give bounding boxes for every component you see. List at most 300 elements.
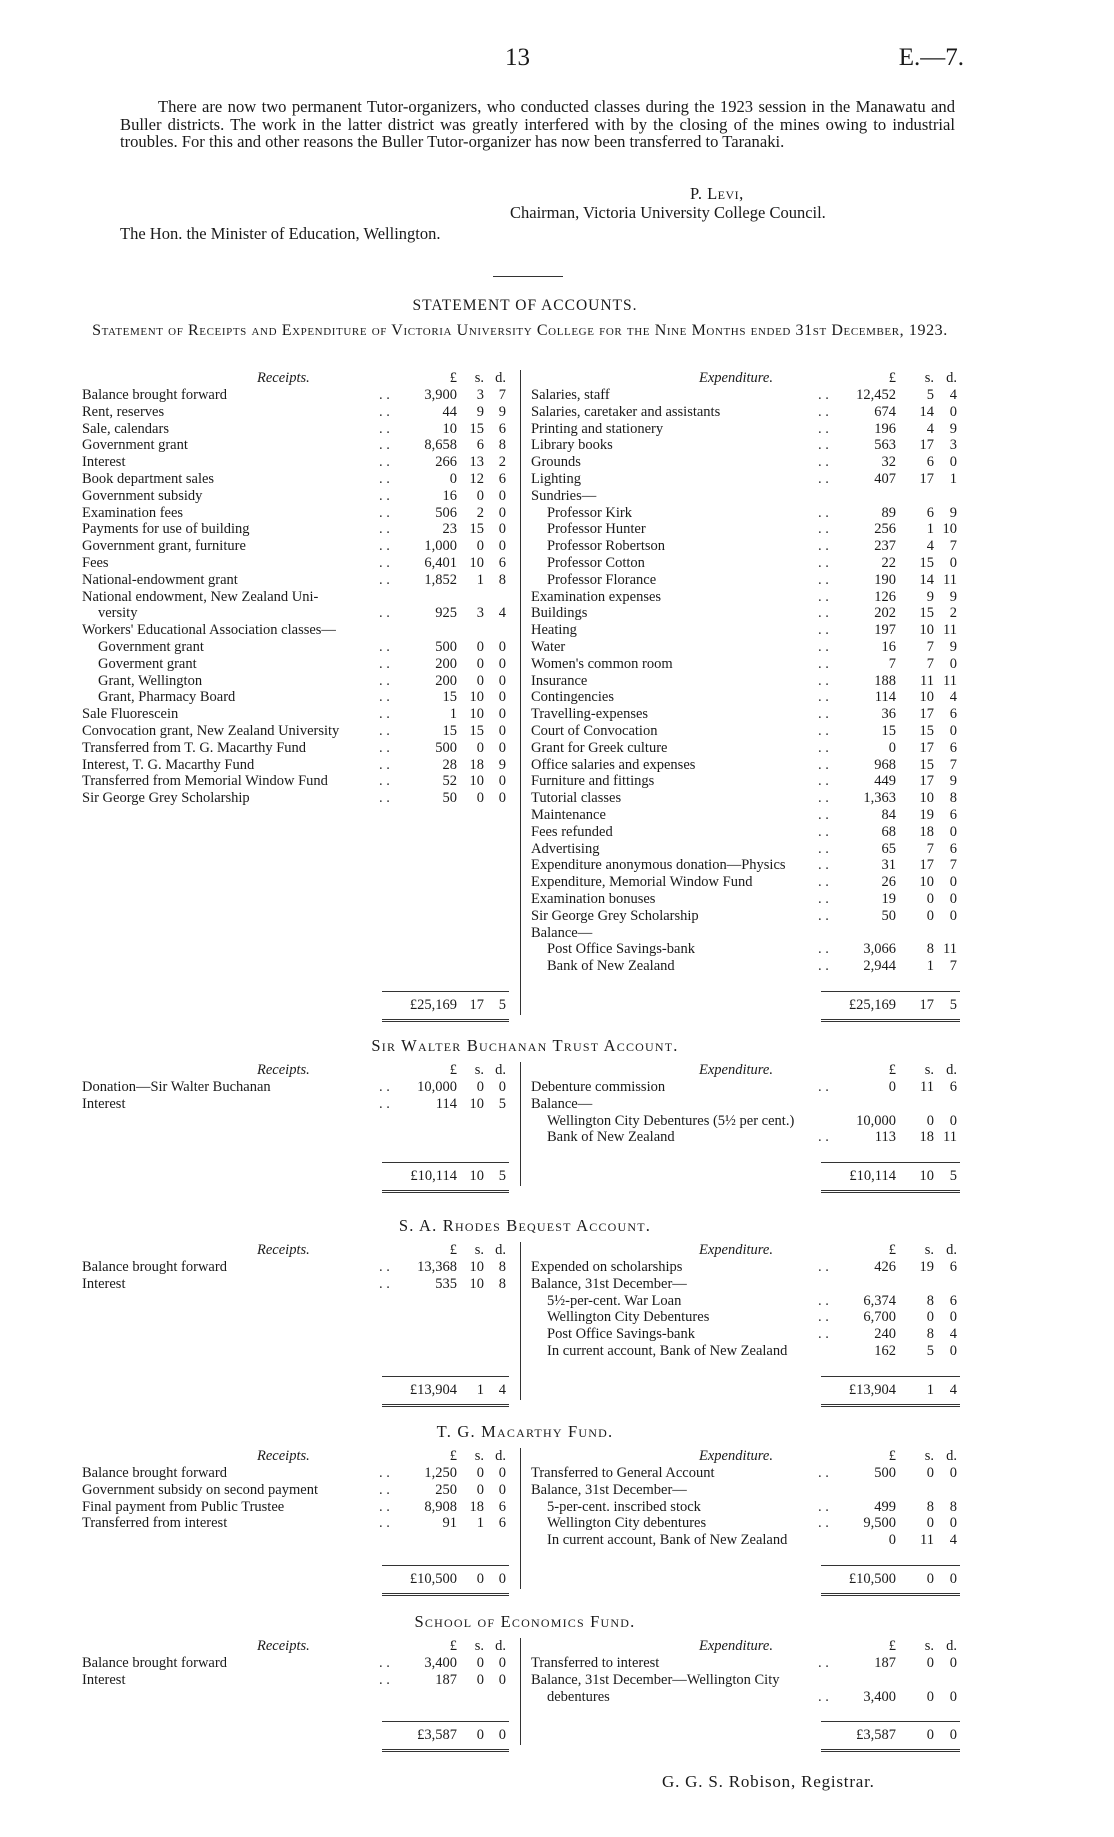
leader-dots: . . bbox=[818, 907, 829, 924]
section-title: Sir Walter Buchanan Trust Account. bbox=[371, 1036, 679, 1055]
pounds-value: 237 bbox=[874, 538, 896, 555]
account-row bbox=[82, 605, 507, 622]
pence-value: 0 bbox=[498, 1481, 506, 1498]
account-row bbox=[82, 521, 507, 538]
pounds-value: 426 bbox=[874, 1259, 896, 1275]
shillings-value: 0 bbox=[476, 1465, 484, 1481]
account-row bbox=[531, 505, 961, 522]
receipts-total bbox=[82, 1168, 507, 1186]
row-label: Book department sales bbox=[82, 470, 215, 487]
leader-dots: . . bbox=[379, 454, 390, 471]
shillings-value: 15 bbox=[919, 722, 934, 739]
shillings-value: 8 bbox=[926, 1292, 934, 1309]
pence-value: 7 bbox=[949, 857, 957, 874]
shillings-value: 19 bbox=[919, 1259, 934, 1275]
pounds-value: 16 bbox=[442, 487, 457, 504]
pounds-value: 52 bbox=[442, 773, 457, 790]
pence-value: 0 bbox=[949, 1465, 957, 1481]
pence-value: 0 bbox=[949, 1342, 957, 1359]
row-label: Balance brought forward bbox=[82, 387, 227, 403]
leader-dots: . . bbox=[818, 1259, 829, 1275]
shillings-value: 7 bbox=[926, 655, 934, 672]
account-row bbox=[531, 874, 961, 891]
row-label: Advertising bbox=[531, 840, 600, 857]
pence-value: 0 bbox=[498, 538, 506, 555]
account-row bbox=[531, 1532, 961, 1549]
account-row bbox=[531, 1079, 961, 1096]
leader-dots: . . bbox=[379, 470, 390, 487]
account-row bbox=[531, 538, 961, 555]
pence-value: 0 bbox=[498, 706, 506, 723]
pence-value: 0 bbox=[949, 1515, 957, 1532]
pence-value: 5 bbox=[498, 1095, 506, 1112]
pence-value: 8 bbox=[498, 1259, 506, 1275]
pounds-value: 15 bbox=[442, 722, 457, 739]
pounds-value: 3,400 bbox=[424, 1655, 457, 1671]
shillings-value: 7 bbox=[926, 638, 934, 655]
row-label: Workers' Educational Association classes— bbox=[82, 622, 336, 639]
shillings-value: 0 bbox=[476, 739, 484, 756]
leader-dots: . . bbox=[818, 1498, 829, 1515]
pounds-value: 16 bbox=[881, 638, 896, 655]
account-row bbox=[531, 1129, 961, 1146]
account-row bbox=[531, 1672, 961, 1689]
account-row bbox=[531, 740, 961, 757]
receipts-header bbox=[82, 1638, 507, 1655]
shillings-value: 15 bbox=[919, 554, 934, 571]
pence-value: 0 bbox=[498, 504, 506, 521]
account-row bbox=[531, 454, 961, 471]
leader-dots: . . bbox=[818, 454, 829, 471]
account-row bbox=[82, 555, 507, 572]
row-label: Professor Florance bbox=[547, 571, 657, 588]
account-row bbox=[531, 790, 961, 807]
account-row bbox=[82, 454, 507, 471]
total-d: 5 bbox=[498, 997, 506, 1013]
account-row bbox=[531, 824, 961, 841]
leader-dots: . . bbox=[818, 722, 829, 739]
account-row bbox=[82, 1276, 507, 1293]
shillings-value: 11 bbox=[920, 1079, 934, 1095]
pounds-value: 200 bbox=[435, 655, 457, 672]
account-row bbox=[531, 421, 961, 438]
total-rule bbox=[382, 1565, 509, 1566]
shillings-value: 0 bbox=[926, 1688, 934, 1705]
pounds-value: 114 bbox=[435, 1095, 457, 1112]
leader-dots: . . bbox=[379, 706, 390, 723]
shillings-value: 5 bbox=[926, 1342, 934, 1359]
row-label: Office salaries and expenses bbox=[531, 756, 696, 773]
expenditure-total bbox=[531, 1571, 961, 1589]
pence-value: 0 bbox=[498, 1655, 506, 1671]
pence-value: 0 bbox=[498, 672, 506, 689]
account-row bbox=[531, 773, 961, 790]
row-label: Transferred from T. G. Macarthy Fund bbox=[82, 739, 307, 756]
row-label: Post Office Savings-bank bbox=[547, 1326, 695, 1343]
row-label: Maintenance bbox=[531, 806, 606, 823]
total-s: 0 bbox=[926, 1571, 934, 1587]
leader-dots: . . bbox=[379, 1498, 390, 1515]
expenditure-total bbox=[531, 1727, 961, 1745]
pounds-value: 1,363 bbox=[863, 790, 896, 807]
account-row bbox=[531, 1259, 961, 1276]
account-row bbox=[531, 1309, 961, 1326]
pence-value: 8 bbox=[498, 571, 506, 588]
receipts-heading: Receipts. bbox=[257, 1062, 310, 1078]
leader-dots: . . bbox=[818, 554, 829, 571]
shillings-value: 0 bbox=[476, 538, 484, 555]
pound-sign: £ bbox=[888, 1638, 896, 1654]
shillings-value: 9 bbox=[926, 588, 934, 605]
pound-sign: £ bbox=[888, 370, 896, 386]
account-row bbox=[531, 471, 961, 488]
pounds-value: 36 bbox=[881, 706, 896, 723]
shillings-value: 0 bbox=[476, 655, 484, 672]
leader-dots: . . bbox=[818, 403, 829, 420]
pence-value: 4 bbox=[949, 1532, 957, 1549]
row-label: Debenture commission bbox=[531, 1079, 666, 1095]
pence-value: 0 bbox=[498, 790, 506, 807]
leader-dots: . . bbox=[818, 387, 829, 403]
row-label: 5½-per-cent. War Loan bbox=[547, 1292, 682, 1309]
pence-heading: d. bbox=[946, 1242, 957, 1258]
pence-value: 8 bbox=[949, 1498, 957, 1515]
statement-title: STATEMENT OF ACCOUNTS. bbox=[412, 297, 638, 314]
expenditure-heading: Expenditure. bbox=[699, 1242, 773, 1258]
pence-value: 4 bbox=[949, 1326, 957, 1343]
total-l: £25,169 bbox=[409, 997, 457, 1013]
account-row bbox=[82, 1096, 507, 1113]
total-l: £25,169 bbox=[848, 997, 896, 1013]
row-label: Wellington City debentures bbox=[547, 1515, 707, 1532]
account-row bbox=[531, 622, 961, 639]
total-d: 5 bbox=[949, 1168, 957, 1185]
leader-dots: . . bbox=[818, 941, 829, 958]
pence-value: 9 bbox=[498, 403, 506, 420]
account-row bbox=[82, 488, 507, 505]
pence-heading: d. bbox=[495, 370, 506, 386]
pounds-value: 126 bbox=[874, 588, 896, 605]
pence-value: 0 bbox=[498, 1079, 506, 1095]
expenditure-heading: Expenditure. bbox=[699, 1638, 773, 1654]
leader-dots: . . bbox=[379, 1079, 390, 1095]
leader-dots: . . bbox=[818, 823, 829, 840]
expenditure-header bbox=[531, 370, 961, 387]
account-row bbox=[531, 689, 961, 706]
leader-dots: . . bbox=[379, 655, 390, 672]
pence-value: 8 bbox=[949, 790, 957, 807]
pounds-value: 50 bbox=[881, 907, 896, 924]
row-label: Government subsidy bbox=[82, 487, 203, 504]
row-label: Library books bbox=[531, 437, 613, 454]
row-label: Fees bbox=[82, 554, 109, 571]
pounds-value: 196 bbox=[874, 420, 896, 437]
account-row bbox=[531, 1499, 961, 1516]
leader-dots: . . bbox=[818, 605, 829, 622]
account-row bbox=[531, 908, 961, 925]
leader-dots: . . bbox=[818, 874, 829, 891]
shillings-heading: s. bbox=[474, 1638, 484, 1654]
account-row bbox=[82, 589, 507, 606]
pound-sign: £ bbox=[449, 370, 457, 386]
receipts-column bbox=[82, 1062, 507, 1113]
row-label: debentures bbox=[547, 1688, 610, 1705]
shillings-value: 0 bbox=[926, 1112, 934, 1129]
total-d: 0 bbox=[949, 1727, 957, 1744]
total-double-rule bbox=[382, 1190, 509, 1193]
pound-sign: £ bbox=[888, 1062, 896, 1078]
shillings-value: 15 bbox=[919, 756, 934, 773]
total-rule bbox=[382, 1376, 509, 1377]
pence-value: 0 bbox=[949, 1655, 957, 1671]
total-l: £10,114 bbox=[849, 1168, 896, 1185]
shillings-value: 6 bbox=[926, 454, 934, 471]
pence-heading: d. bbox=[495, 1638, 506, 1654]
pence-value: 0 bbox=[949, 823, 957, 840]
pence-value: 0 bbox=[498, 1465, 506, 1481]
leader-dots: . . bbox=[818, 790, 829, 807]
total-d: 4 bbox=[498, 1381, 506, 1398]
column-divider bbox=[520, 370, 521, 1015]
total-s: 0 bbox=[476, 1727, 484, 1744]
receipts-header bbox=[82, 370, 507, 387]
row-label: Interest bbox=[82, 1275, 126, 1292]
pounds-value: 10 bbox=[442, 420, 457, 437]
account-row bbox=[82, 1465, 507, 1482]
shillings-value: 10 bbox=[469, 773, 484, 790]
account-row bbox=[531, 1343, 961, 1360]
pence-value: 7 bbox=[949, 958, 957, 975]
pounds-value: 8,658 bbox=[424, 437, 457, 454]
row-label: Insurance bbox=[531, 672, 588, 689]
pounds-value: 7 bbox=[888, 655, 896, 672]
pence-value: 4 bbox=[949, 689, 957, 706]
shillings-value: 6 bbox=[926, 504, 934, 521]
row-label: Sale, calendars bbox=[82, 420, 169, 437]
pounds-value: 89 bbox=[881, 504, 896, 521]
row-label: Printing and stationery bbox=[531, 420, 664, 437]
leader-dots: . . bbox=[379, 756, 390, 773]
total-rule bbox=[821, 1376, 960, 1377]
leader-dots: . . bbox=[818, 672, 829, 689]
account-row bbox=[82, 723, 507, 740]
account-row bbox=[531, 589, 961, 606]
account-row bbox=[531, 656, 961, 673]
shillings-heading: s. bbox=[924, 1448, 934, 1464]
pence-value: 6 bbox=[949, 1079, 957, 1095]
account-row bbox=[531, 807, 961, 824]
leader-dots: . . bbox=[818, 571, 829, 588]
account-row bbox=[82, 622, 507, 639]
total-s: 10 bbox=[919, 1168, 934, 1185]
receipts-column bbox=[82, 1638, 507, 1689]
total-d: 0 bbox=[498, 1727, 506, 1744]
leader-dots: . . bbox=[379, 605, 390, 622]
shillings-value: 6 bbox=[476, 437, 484, 454]
receipts-heading: Receipts. bbox=[257, 1242, 310, 1258]
row-label: Professor Hunter bbox=[547, 521, 646, 538]
row-label: Travelling-expenses bbox=[531, 706, 649, 723]
pounds-value: 1,250 bbox=[424, 1465, 457, 1481]
pounds-value: 19 bbox=[881, 890, 896, 907]
total-l: £13,904 bbox=[848, 1381, 896, 1398]
row-label: Government grant, furniture bbox=[82, 538, 246, 555]
pence-heading: d. bbox=[946, 370, 957, 386]
account-row bbox=[531, 572, 961, 589]
account-row bbox=[531, 723, 961, 740]
account-row bbox=[531, 673, 961, 690]
pence-value: 6 bbox=[498, 470, 506, 487]
total-rule bbox=[382, 1162, 509, 1163]
shillings-value: 3 bbox=[476, 387, 484, 403]
leader-dots: . . bbox=[379, 739, 390, 756]
leader-dots: . . bbox=[818, 420, 829, 437]
pounds-value: 500 bbox=[874, 1465, 896, 1481]
leader-dots: . . bbox=[818, 1515, 829, 1532]
total-double-rule bbox=[382, 1749, 509, 1752]
shillings-value: 9 bbox=[476, 403, 484, 420]
leader-dots: . . bbox=[818, 1655, 829, 1671]
pence-value: 6 bbox=[949, 1292, 957, 1309]
pounds-value: 250 bbox=[435, 1481, 457, 1498]
registrar-signature: G. G. S. Robison, Registrar. bbox=[662, 1772, 875, 1791]
pence-value: 1 bbox=[949, 470, 957, 487]
row-label: Water bbox=[531, 638, 566, 655]
account-row bbox=[82, 505, 507, 522]
pounds-value: 190 bbox=[874, 571, 896, 588]
series-reference: E.—7. bbox=[898, 44, 964, 71]
pounds-value: 499 bbox=[874, 1498, 896, 1515]
pounds-value: 3,900 bbox=[424, 387, 457, 403]
leader-dots: . . bbox=[379, 1095, 390, 1112]
shillings-value: 0 bbox=[476, 1655, 484, 1671]
pounds-value: 200 bbox=[435, 672, 457, 689]
shillings-value: 0 bbox=[926, 907, 934, 924]
total-s: 1 bbox=[926, 1381, 934, 1398]
pence-value: 0 bbox=[498, 1671, 506, 1688]
leader-dots: . . bbox=[818, 706, 829, 723]
row-label: Buildings bbox=[531, 605, 588, 622]
signatory-name: P. Levi, bbox=[690, 184, 744, 203]
pence-value: 0 bbox=[949, 1112, 957, 1129]
pounds-value: 6,700 bbox=[863, 1309, 896, 1326]
account-row bbox=[531, 925, 961, 942]
leader-dots: . . bbox=[818, 1129, 829, 1146]
row-label: Government grant bbox=[82, 437, 188, 454]
leader-dots: . . bbox=[379, 554, 390, 571]
pence-value: 0 bbox=[498, 689, 506, 706]
account-row bbox=[531, 1465, 961, 1482]
shillings-value: 0 bbox=[476, 672, 484, 689]
pence-value: 0 bbox=[498, 722, 506, 739]
leader-dots: . . bbox=[379, 521, 390, 538]
pence-value: 0 bbox=[949, 454, 957, 471]
pounds-value: 187 bbox=[435, 1671, 457, 1688]
pence-value: 8 bbox=[498, 437, 506, 454]
total-double-rule bbox=[821, 1190, 960, 1193]
shillings-heading: s. bbox=[474, 370, 484, 386]
shillings-value: 18 bbox=[919, 823, 934, 840]
leader-dots: . . bbox=[379, 1515, 390, 1532]
leader-dots: . . bbox=[379, 773, 390, 790]
shillings-value: 5 bbox=[926, 387, 934, 403]
row-label: Wellington City Debentures bbox=[547, 1309, 710, 1326]
pence-value: 0 bbox=[949, 874, 957, 891]
leader-dots: . . bbox=[379, 689, 390, 706]
total-l: £10,500 bbox=[848, 1571, 896, 1587]
pence-value: 11 bbox=[943, 672, 957, 689]
pence-value: 7 bbox=[949, 756, 957, 773]
account-row bbox=[82, 1672, 507, 1689]
shillings-value: 0 bbox=[926, 1655, 934, 1671]
shillings-value: 2 bbox=[476, 504, 484, 521]
shillings-heading: s. bbox=[924, 1062, 934, 1078]
shillings-value: 0 bbox=[476, 487, 484, 504]
total-double-rule bbox=[382, 1404, 509, 1407]
leader-dots: . . bbox=[379, 571, 390, 588]
shillings-value: 1 bbox=[926, 521, 934, 538]
account-row bbox=[531, 1293, 961, 1310]
pounds-value: 8,908 bbox=[424, 1498, 457, 1515]
leader-dots: . . bbox=[818, 437, 829, 454]
total-double-rule bbox=[821, 1593, 960, 1596]
account-row bbox=[531, 1689, 961, 1706]
receipts-total bbox=[82, 1571, 507, 1589]
leader-dots: . . bbox=[379, 387, 390, 403]
account-row bbox=[531, 1276, 961, 1293]
total-d: 5 bbox=[949, 997, 957, 1013]
pence-value: 6 bbox=[949, 706, 957, 723]
pence-value: 9 bbox=[949, 420, 957, 437]
pence-value: 6 bbox=[949, 806, 957, 823]
account-row bbox=[82, 790, 507, 807]
pounds-value: 9,500 bbox=[863, 1515, 896, 1532]
leader-dots: . . bbox=[379, 487, 390, 504]
pence-value: 3 bbox=[949, 437, 957, 454]
total-rule bbox=[382, 1721, 509, 1722]
expenditure-column bbox=[531, 1638, 961, 1705]
pounds-value: 12,452 bbox=[856, 387, 896, 403]
row-label: Contingencies bbox=[531, 689, 614, 706]
pence-heading: d. bbox=[495, 1448, 506, 1464]
expenditure-heading: Expenditure. bbox=[699, 1448, 773, 1464]
account-row bbox=[531, 521, 961, 538]
total-l: £3,587 bbox=[856, 1727, 896, 1744]
leader-dots: . . bbox=[379, 1465, 390, 1481]
pounds-value: 187 bbox=[874, 1655, 896, 1671]
leader-dots: . . bbox=[818, 689, 829, 706]
shillings-value: 10 bbox=[469, 689, 484, 706]
account-row bbox=[82, 673, 507, 690]
pounds-value: 15 bbox=[442, 689, 457, 706]
receipts-heading: Receipts. bbox=[257, 1448, 310, 1464]
leader-dots: . . bbox=[818, 622, 829, 639]
total-s: 10 bbox=[469, 1168, 484, 1185]
pence-value: 0 bbox=[949, 1688, 957, 1705]
pence-value: 9 bbox=[498, 756, 506, 773]
row-label: Bank of New Zealand bbox=[547, 958, 675, 975]
leader-dots: . . bbox=[818, 1309, 829, 1326]
shillings-value: 8 bbox=[926, 941, 934, 958]
pounds-value: 113 bbox=[874, 1129, 896, 1146]
leader-dots: . . bbox=[818, 1292, 829, 1309]
row-label: Balance— bbox=[531, 1095, 593, 1112]
pounds-value: 506 bbox=[435, 504, 457, 521]
pence-value: 0 bbox=[949, 907, 957, 924]
leader-dots: . . bbox=[818, 806, 829, 823]
row-label: Transferred from Memorial Window Fund bbox=[82, 773, 328, 790]
account-row bbox=[82, 471, 507, 488]
